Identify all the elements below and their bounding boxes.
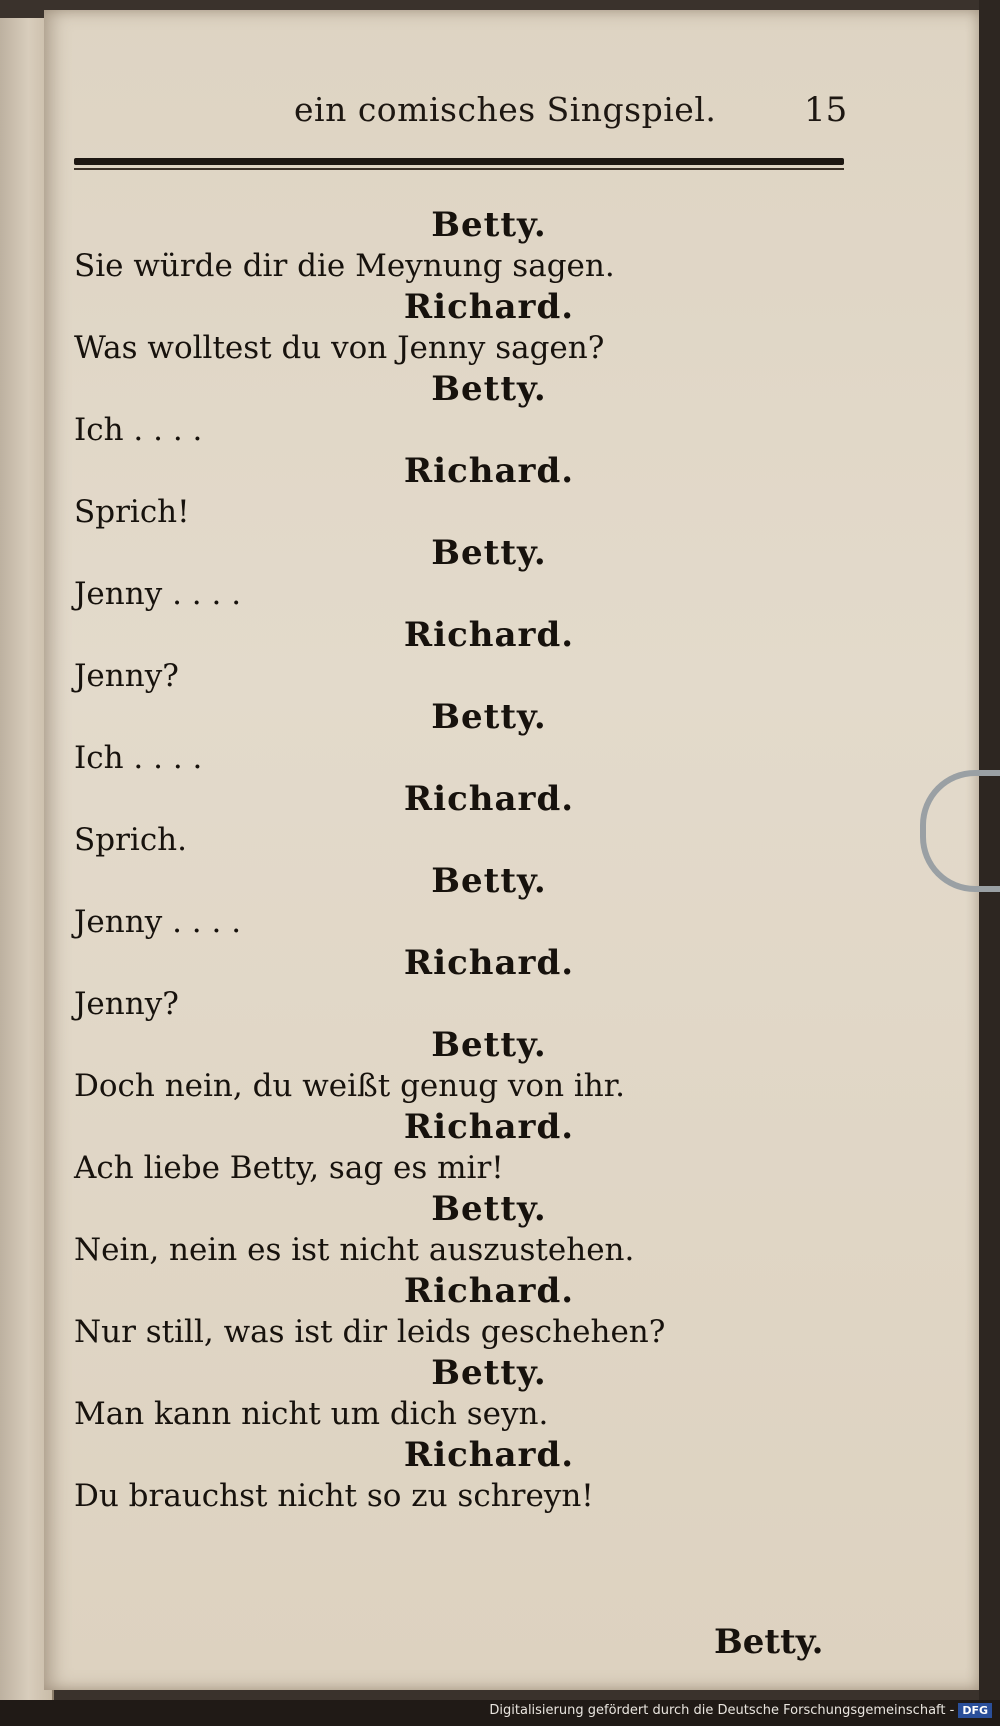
- speaker-name: Betty.: [431, 697, 547, 737]
- catchword: Betty.: [714, 1622, 824, 1662]
- spoken-line: Was wolltest du von Jenny sagen?: [74, 330, 605, 366]
- spoken-line: Sie würde dir die Meynung sagen.: [74, 248, 615, 284]
- speaker-name: Betty.: [431, 1189, 547, 1229]
- dialogue-entry: [74, 1271, 844, 1353]
- speaker-name: Betty.: [431, 205, 547, 245]
- dialogue-entry: [74, 1435, 844, 1517]
- page-number: 15: [804, 90, 848, 130]
- speaker-name: Richard.: [403, 1107, 575, 1147]
- spoken-line: Ich . . . .: [74, 412, 203, 448]
- speaker-name: Betty.: [431, 1353, 547, 1393]
- speaker-name: Richard.: [403, 779, 575, 819]
- dialogue-entry: [74, 1353, 844, 1435]
- header-rule: [74, 158, 844, 165]
- spoken-line: Doch nein, du weißt genug von ihr.: [74, 1068, 626, 1104]
- speaker-name: Betty.: [431, 533, 547, 573]
- speaker-name: Richard.: [403, 287, 575, 327]
- dialogue-entry: [74, 779, 844, 861]
- spoken-line: Nein, nein es ist nicht auszustehen.: [74, 1232, 635, 1268]
- digitization-credit: [489, 1703, 992, 1718]
- dialogue-entry: [74, 861, 844, 943]
- spoken-line: Du brauchst nicht so zu schreyn!: [74, 1478, 594, 1514]
- speaker-name: Richard.: [403, 943, 575, 983]
- speaker-name: Richard.: [403, 615, 575, 655]
- speaker-name: Betty.: [431, 1025, 547, 1065]
- spoken-line: Man kann nicht um dich seyn.: [74, 1396, 549, 1432]
- speaker-name: Betty.: [431, 861, 547, 901]
- dialogue-entry: [74, 943, 844, 1025]
- dialogue-entry: [74, 615, 844, 697]
- dialogue-entry: [74, 533, 844, 615]
- dialogue-entry: [74, 1107, 844, 1189]
- speaker-name: Richard.: [403, 1271, 575, 1311]
- spoken-line: Ich . . . .: [74, 740, 203, 776]
- spoken-line: Jenny . . . .: [74, 904, 242, 940]
- dialogue-entry: [74, 451, 844, 533]
- spoken-line: Nur still, was ist dir leids geschehen?: [74, 1314, 666, 1350]
- page-header: [44, 90, 979, 140]
- dialogue-entry: [74, 1189, 844, 1271]
- spoken-line: Sprich.: [74, 822, 187, 858]
- book-page: [44, 10, 979, 1690]
- spoken-line: Jenny?: [74, 658, 179, 694]
- dialogue-entry: [74, 1025, 844, 1107]
- spoken-line: Jenny?: [74, 986, 179, 1022]
- speaker-name: Richard.: [403, 451, 575, 491]
- speaker-name: Betty.: [431, 369, 547, 409]
- dialogue-list: [74, 205, 844, 1517]
- spoken-line: Ach liebe Betty, sag es mir!: [74, 1150, 504, 1186]
- dialogue-entry: [74, 205, 844, 287]
- dialogue-entry: [74, 287, 844, 369]
- dialogue-entry: [74, 697, 844, 779]
- credit-text: Digitalisierung gefördert durch die Deutsche Forschungsgemeinschaft -: [489, 1703, 955, 1718]
- running-title: ein comisches Singspiel.: [294, 90, 717, 129]
- speaker-name: Richard.: [403, 1435, 575, 1475]
- spoken-line: Jenny . . . .: [74, 576, 242, 612]
- dfg-logo: DFG: [958, 1703, 992, 1718]
- dialogue-entry: [74, 369, 844, 451]
- spoken-line: Sprich!: [74, 494, 190, 530]
